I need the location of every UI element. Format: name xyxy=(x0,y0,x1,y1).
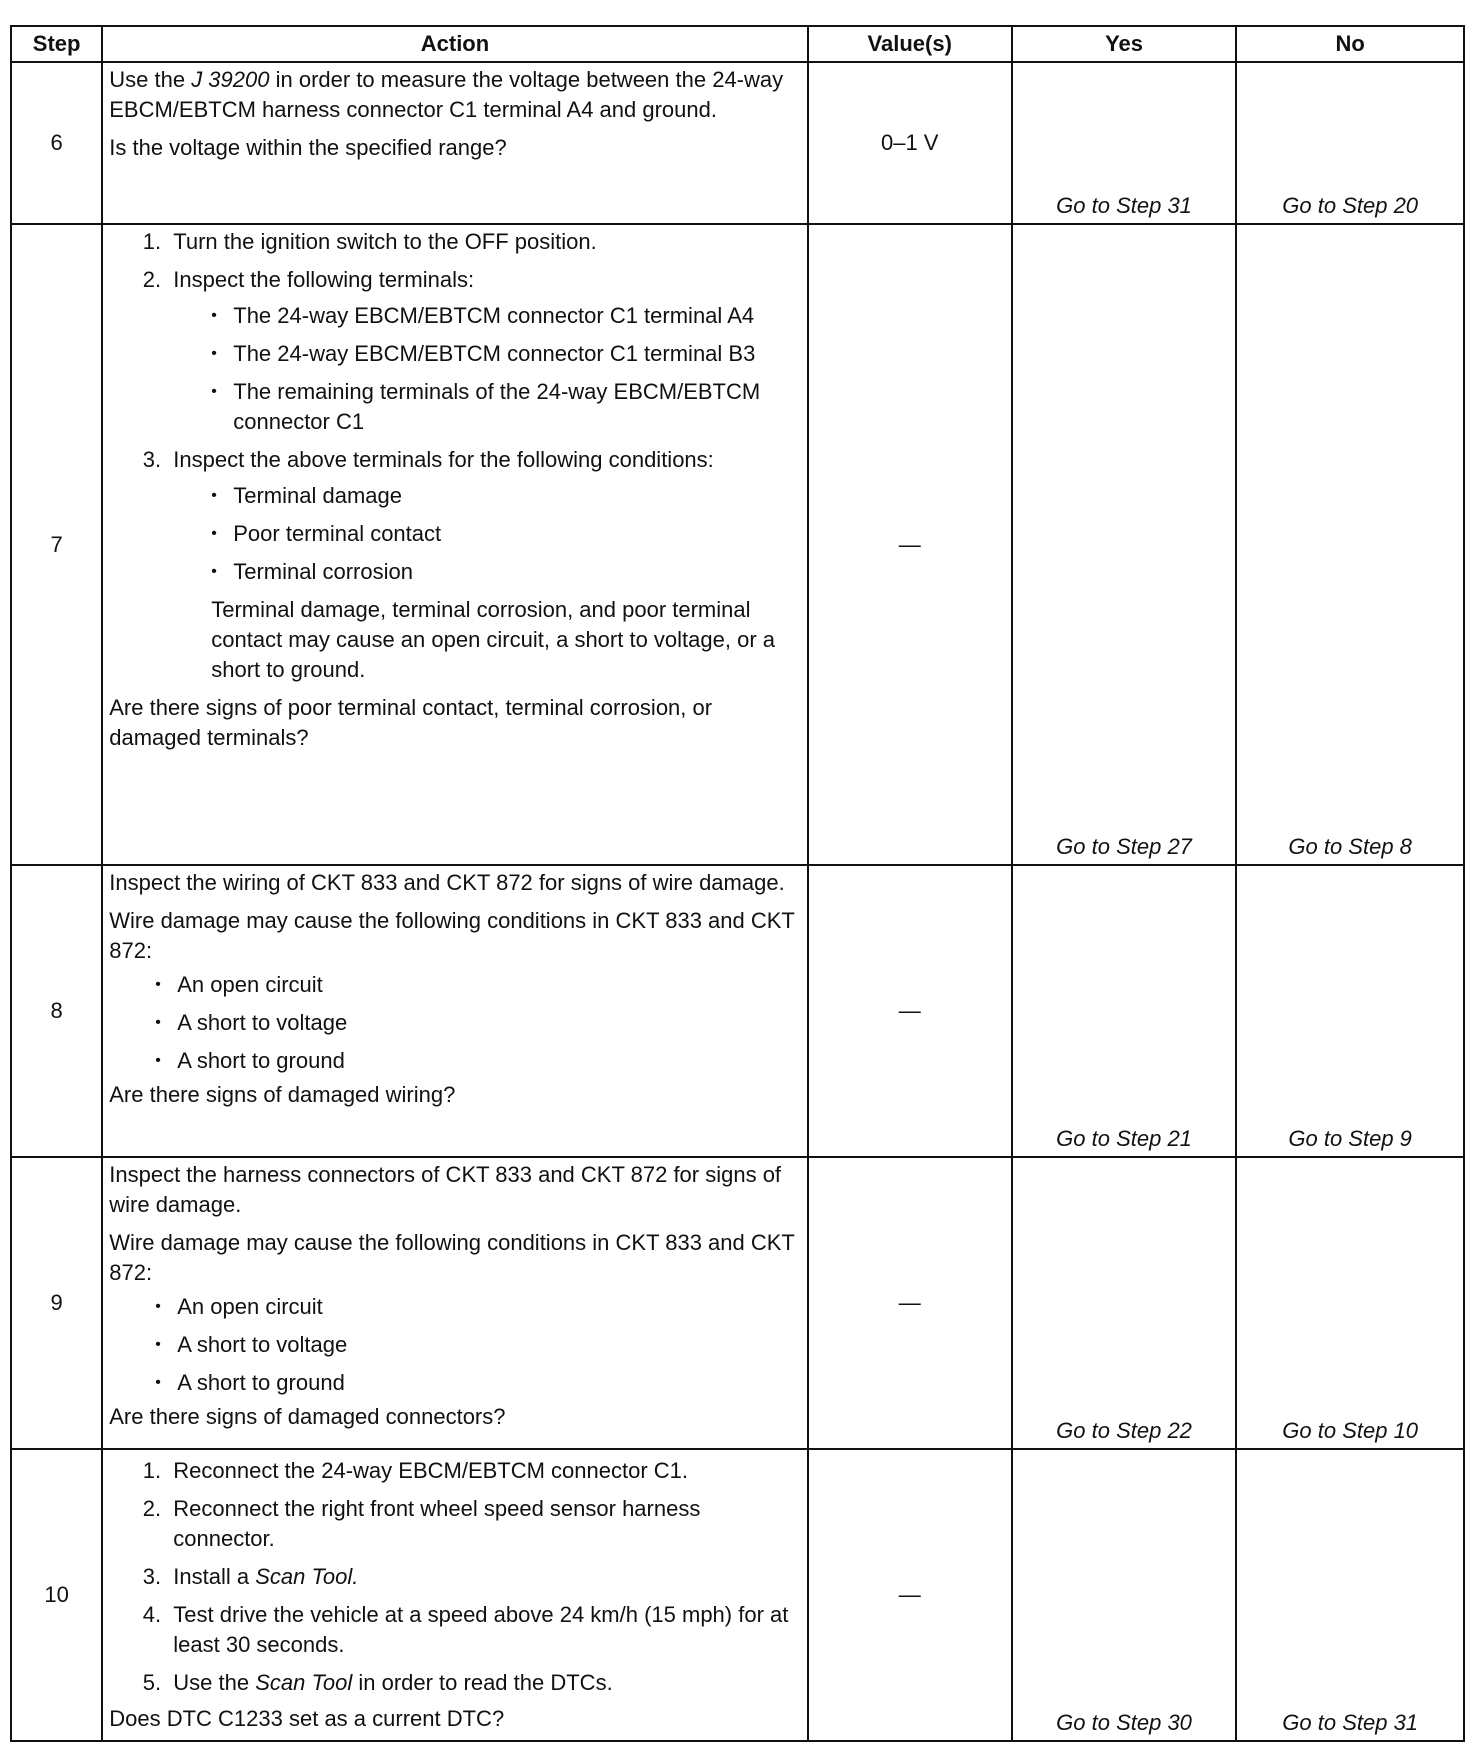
table-row-step-7 xyxy=(11,224,1464,865)
bullet-item: • The 24-way EBCM/EBTCM connector C1 terminal B3 xyxy=(211,339,800,369)
procedure-step: 2. Inspect the following terminals: • The 24-way EBCM/EBTCM connector C1 terminal A4 • The 24-way EBCM/EBTCM connector C1 terminal B3 • The remaining terminals of the 24-way EBCM/EBTCM connector C1 xyxy=(167,265,800,437)
table-row-step-10 xyxy=(11,1449,1464,1741)
procedure-step: 4. Test drive the vehicle at a speed above 24 km/h (15 mph) for at least 30 seconds. xyxy=(167,1600,800,1660)
action-cell xyxy=(102,62,807,224)
header-row xyxy=(11,26,1464,62)
bullet-list xyxy=(109,1292,800,1398)
procedure-list xyxy=(109,227,800,685)
action-text: Inspect the harness connectors of CKT 833 and CKT 872 for signs of wire damage. xyxy=(109,1162,782,1217)
no-link[interactable]: Go to Step 20 xyxy=(1236,62,1464,224)
bullet-item: • The 24-way EBCM/EBTCM connector C1 terminal A4 xyxy=(211,301,800,331)
tool-name: Scan Tool. xyxy=(255,1564,359,1589)
action-cell xyxy=(102,1157,807,1449)
action-text: Inspect the wiring of CKT 833 and CKT 872 for signs of wire damage. xyxy=(109,870,785,895)
value-cell: — xyxy=(808,1449,1012,1741)
bullet-list xyxy=(109,970,800,1076)
bullet-item: • A short to voltage xyxy=(155,1330,800,1360)
step-number: 6 xyxy=(11,62,102,224)
bullet-item: • An open circuit xyxy=(155,970,800,1000)
action-cell xyxy=(102,865,807,1157)
step-number: 9 xyxy=(11,1157,102,1449)
procedure-step: 3. Inspect the above terminals for the following conditions: • Terminal damage • Poor terminal contact • Terminal corrosion Terminal damage, terminal corrosion, and poor terminal contact may cause an open circuit, a short to voltage, or a short to ground. xyxy=(167,445,800,685)
action-question: Are there signs of poor terminal contact, terminal corrosion, or damaged terminals? xyxy=(109,695,713,750)
bullet-item: • A short to ground xyxy=(155,1368,800,1398)
procedure-step: 3. Install a Scan Tool. xyxy=(167,1562,800,1592)
action-text: Use the J 39200 in order to measure the voltage between the 24-way EBCM/EBTCM harness connector C1 terminal A4 and ground. xyxy=(109,67,784,122)
header-yes: Yes xyxy=(1012,26,1237,62)
table-row-step-8 xyxy=(11,865,1464,1157)
action-question: Is the voltage within the specified range? xyxy=(109,135,507,160)
procedure-step: 1. Turn the ignition switch to the OFF position. xyxy=(167,227,800,257)
header-values: Value(s) xyxy=(808,26,1012,62)
yes-link[interactable]: Go to Step 31 xyxy=(1012,62,1237,224)
yes-link[interactable]: Go to Step 27 xyxy=(1012,224,1237,865)
procedure-step: 1. Reconnect the 24-way EBCM/EBTCM connector C1. xyxy=(167,1456,800,1486)
no-link[interactable]: Go to Step 31 xyxy=(1236,1449,1464,1741)
step-number: 7 xyxy=(11,224,102,865)
action-cell xyxy=(102,1449,807,1741)
action-question: Are there signs of damaged connectors? xyxy=(109,1404,506,1429)
no-link[interactable]: Go to Step 9 xyxy=(1236,865,1464,1157)
procedure-step: 2. Reconnect the right front wheel speed sensor harness connector. xyxy=(167,1494,800,1554)
action-text: Wire damage may cause the following conditions in CKT 833 and CKT 872: xyxy=(109,908,795,963)
action-cell xyxy=(102,224,807,865)
table-row-step-9 xyxy=(11,1157,1464,1449)
condition-note: Terminal damage, terminal corrosion, and poor terminal contact may cause an open circuit, a short to voltage, or a short to ground. xyxy=(211,597,775,682)
step-number: 8 xyxy=(11,865,102,1157)
bullet-item: • A short to ground xyxy=(155,1046,800,1076)
bullet-item: • Poor terminal contact xyxy=(211,519,800,549)
action-text: Wire damage may cause the following conditions in CKT 833 and CKT 872: xyxy=(109,1230,795,1285)
tool-name: J 39200 xyxy=(191,67,270,92)
yes-link[interactable]: Go to Step 30 xyxy=(1012,1449,1237,1741)
procedure-list xyxy=(109,1456,800,1698)
bullet-list xyxy=(173,301,800,437)
tool-name: Scan Tool xyxy=(255,1670,353,1695)
value-cell: — xyxy=(808,865,1012,1157)
bullet-item: • Terminal damage xyxy=(211,481,800,511)
header-no: No xyxy=(1236,26,1464,62)
no-link[interactable]: Go to Step 8 xyxy=(1236,224,1464,865)
bullet-item: • An open circuit xyxy=(155,1292,800,1322)
header-step: Step xyxy=(11,26,102,62)
value-cell: — xyxy=(808,224,1012,865)
action-question: Does DTC C1233 set as a current DTC? xyxy=(109,1706,505,1731)
diagnostic-table xyxy=(10,25,1465,1742)
action-question: Are there signs of damaged wiring? xyxy=(109,1082,456,1107)
bullet-item: • The remaining terminals of the 24-way EBCM/EBTCM connector C1 xyxy=(211,377,800,437)
table-row-step-6 xyxy=(11,62,1464,224)
step-number: 10 xyxy=(11,1449,102,1741)
yes-link[interactable]: Go to Step 21 xyxy=(1012,865,1237,1157)
bullet-list xyxy=(173,481,800,587)
bullet-item: • A short to voltage xyxy=(155,1008,800,1038)
no-link[interactable]: Go to Step 10 xyxy=(1236,1157,1464,1449)
procedure-step: 5. Use the Scan Tool in order to read the DTCs. xyxy=(167,1668,800,1698)
value-cell: — xyxy=(808,1157,1012,1449)
value-cell: 0–1 V xyxy=(808,62,1012,224)
yes-link[interactable]: Go to Step 22 xyxy=(1012,1157,1237,1449)
header-action: Action xyxy=(102,26,807,62)
bullet-item: • Terminal corrosion xyxy=(211,557,800,587)
